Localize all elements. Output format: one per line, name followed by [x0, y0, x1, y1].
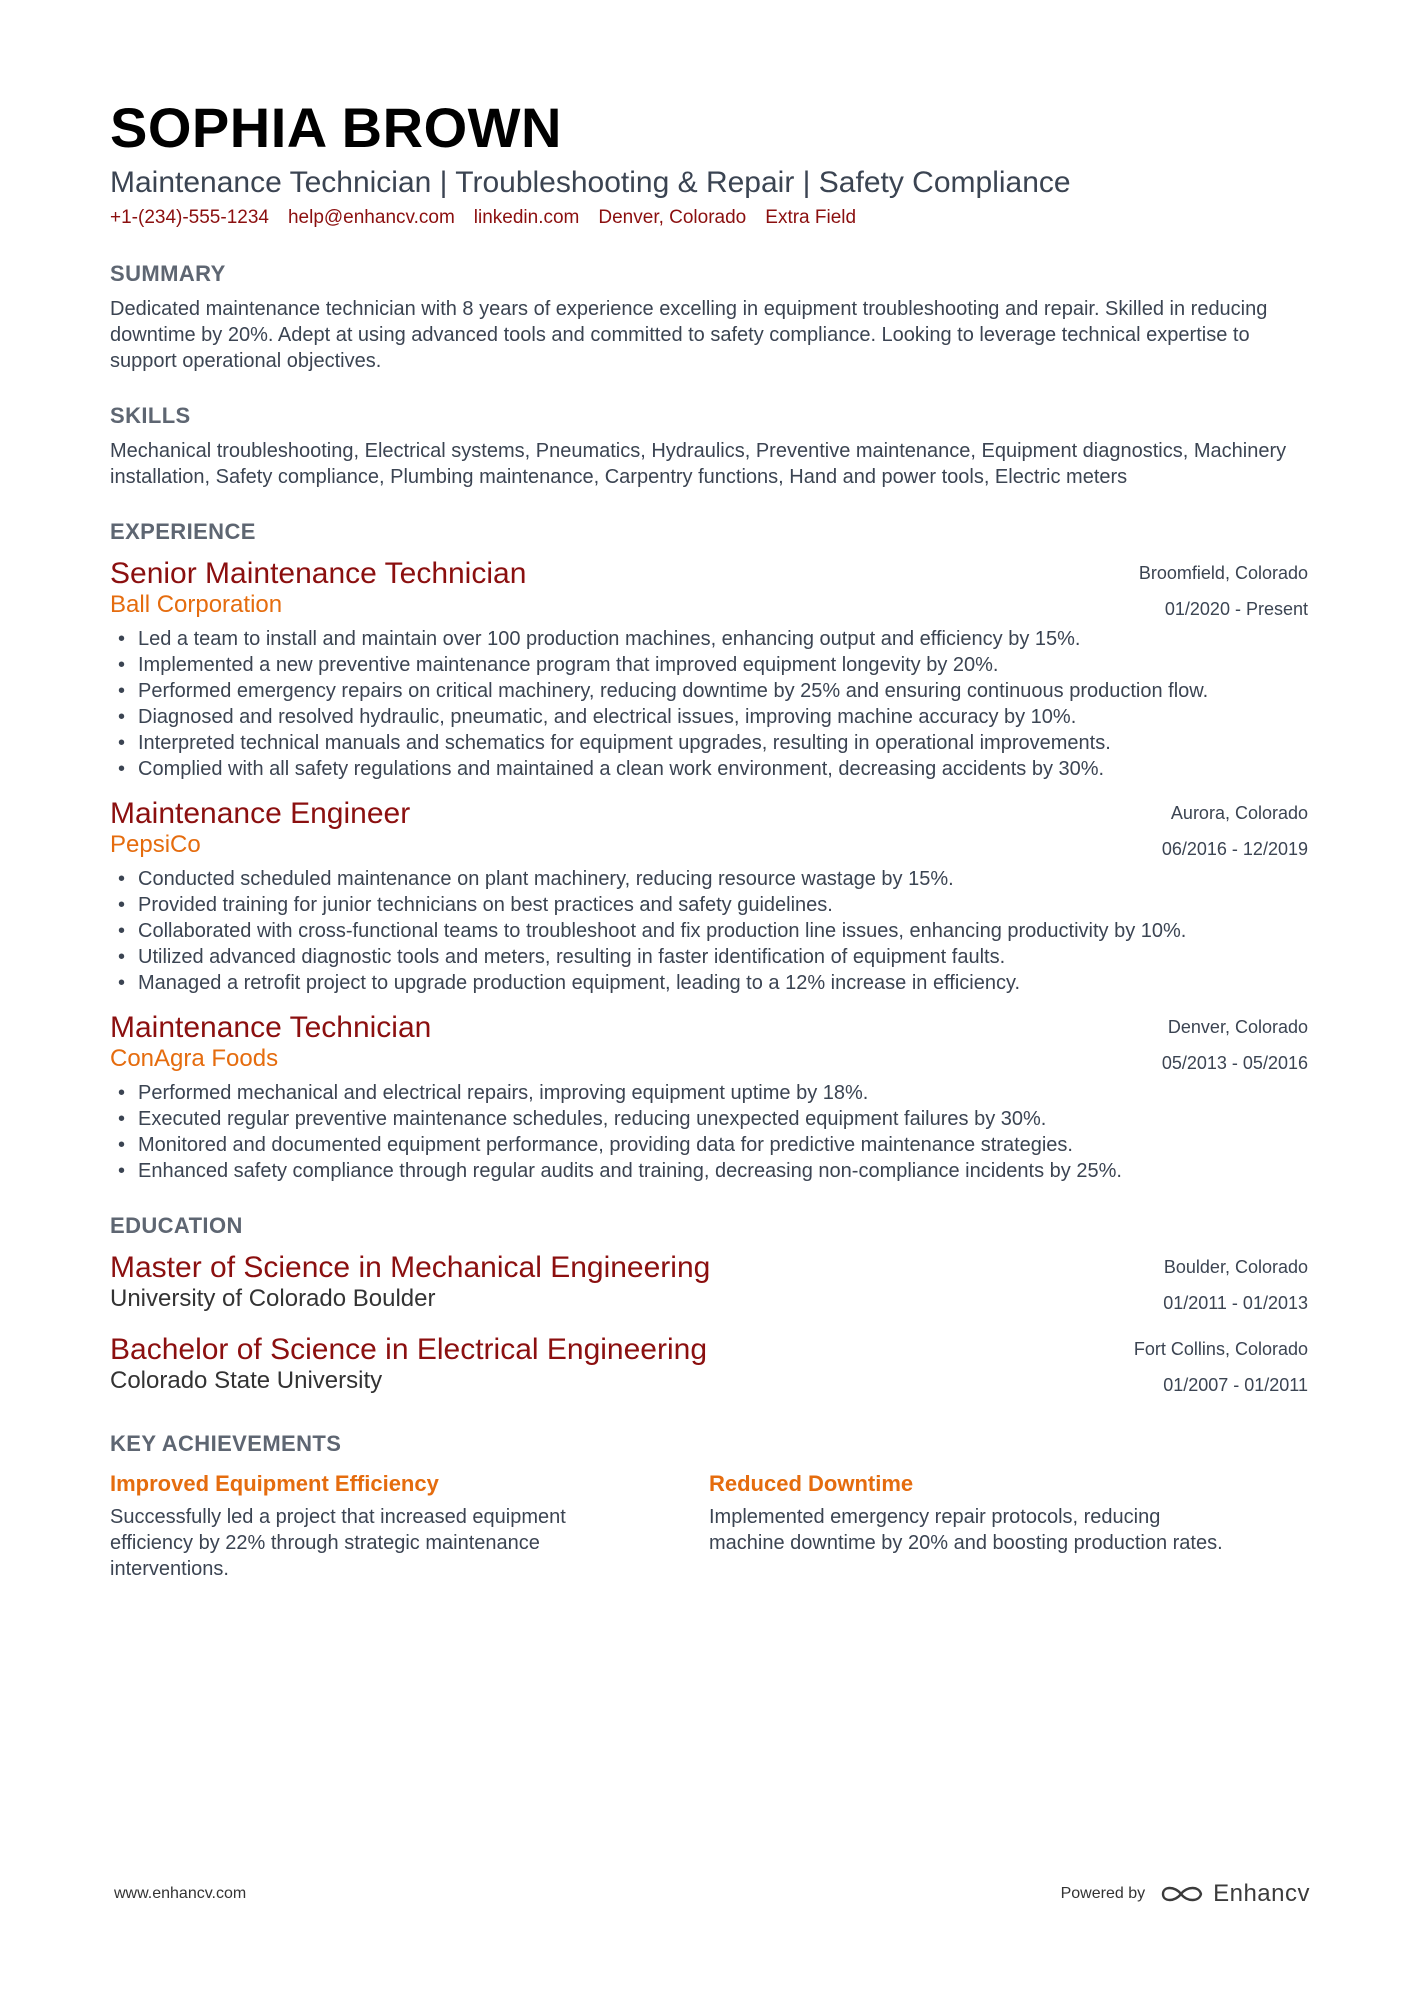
job-bullets	[110, 1080, 1308, 1184]
job-bullet: • Conducted scheduled maintenance on plant machinery, reducing resource wastage by 15%.	[110, 866, 1308, 892]
resume-header	[110, 96, 1308, 230]
skills-text: Mechanical troubleshooting, Electrical systems, Pneumatics, Hydraulics, Preventive maintenance, Equipment diagnostics, Machinery installation, Safety compliance, Plumbing maintenance, Carpentry functions, Hand and power tools, Electric meters	[110, 440, 1287, 488]
education-entry	[110, 1332, 1308, 1396]
brand-block	[1061, 1880, 1310, 1908]
skills-section	[110, 402, 1308, 490]
achievements-section	[110, 1430, 1308, 1582]
job-company: PepsiCo	[110, 831, 201, 858]
education-school: Colorado State University	[110, 1367, 383, 1394]
job-dates: 06/2016 - 12/2019	[1161, 839, 1308, 859]
achievement-desc: Implemented emergency repair protocols, reducing machine downtime by 20% and boosting production rates.	[709, 1506, 1223, 1554]
job-bullet: • Interpreted technical manuals and schematics for equipment upgrades, resulting in operational improvements.	[110, 730, 1308, 756]
job-title: Maintenance Engineer	[110, 797, 411, 830]
candidate-headline: Maintenance Technician | Troubleshooting & Repair | Safety Compliance	[110, 166, 1071, 199]
summary-text: Dedicated maintenance technician with 8 years of experience excelling in equipment troubleshooting and repair. Skilled in reducing downtime by 20%. Adept at using advanced tools and committed to safety compliance. Looking to leverage technical expertise to support operational objectives.	[110, 298, 1268, 372]
education-meta	[1163, 1250, 1308, 1314]
education-meta	[1134, 1332, 1308, 1396]
section-title-experience: EXPERIENCE	[110, 519, 256, 544]
job-title: Senior Maintenance Technician	[110, 557, 527, 590]
achievement-item	[110, 1470, 709, 1582]
contact-phone[interactable]: +1-(234)-555-1234	[110, 207, 269, 228]
section-title-achievements: KEY ACHIEVEMENTS	[110, 1431, 342, 1456]
job-entry	[110, 1010, 1308, 1184]
page-footer	[114, 1880, 1310, 1908]
job-meta	[1139, 556, 1308, 620]
job-location: Aurora, Colorado	[1170, 803, 1308, 823]
job-entry	[110, 556, 1308, 782]
job-bullet: • Performed mechanical and electrical repairs, improving equipment uptime by 18%.	[110, 1080, 1308, 1106]
enhancv-logo-text: Enhancv	[1213, 1880, 1310, 1907]
job-bullet: • Led a team to install and maintain over 100 production machines, enhancing output and efficiency by 15%.	[110, 626, 1308, 652]
contact-email[interactable]: help@enhancv.com	[287, 207, 455, 228]
contact-location: Denver, Colorado	[598, 207, 747, 228]
contact-extra-field: Extra Field	[765, 207, 857, 228]
job-company: Ball Corporation	[110, 591, 283, 618]
job-bullet: • Managed a retrofit project to upgrade production equipment, leading to a 12% increase in efficiency.	[110, 970, 1308, 996]
job-title: Maintenance Technician	[110, 1011, 432, 1044]
job-dates: 05/2013 - 05/2016	[1161, 1053, 1308, 1073]
job-bullets	[110, 626, 1308, 782]
summary-section	[110, 260, 1308, 374]
job-bullet: • Executed regular preventive maintenance schedules, reducing unexpected equipment failures by 30%.	[110, 1106, 1308, 1132]
education-location: Fort Collins, Colorado	[1133, 1339, 1308, 1359]
job-bullet: • Monitored and documented equipment performance, providing data for predictive maintenance strategies.	[110, 1132, 1308, 1158]
section-title-education: EDUCATION	[110, 1213, 243, 1238]
education-degree: Bachelor of Science in Electrical Engineering	[110, 1333, 707, 1366]
job-meta	[1162, 796, 1308, 860]
job-meta	[1162, 1010, 1308, 1074]
job-bullet: • Implemented a new preventive maintenance program that improved equipment longevity by 20%.	[110, 652, 1308, 678]
job-company: ConAgra Foods	[110, 1045, 279, 1072]
job-location: Denver, Colorado	[1167, 1017, 1308, 1037]
enhancv-logo[interactable]	[1159, 1880, 1310, 1908]
achievement-title: Reduced Downtime	[709, 1471, 914, 1496]
achievement-item	[709, 1470, 1308, 1582]
job-location: Broomfield, Colorado	[1138, 563, 1308, 583]
education-section	[110, 1212, 1308, 1396]
enhancv-logo-icon	[1159, 1882, 1205, 1906]
achievement-desc: Successfully led a project that increased equipment efficiency by 22% through strategic maintenance interventions.	[110, 1506, 566, 1580]
education-dates: 01/2011 - 01/2013	[1163, 1293, 1308, 1313]
job-dates: 01/2020 - Present	[1164, 599, 1308, 619]
section-title-summary: SUMMARY	[110, 261, 226, 286]
job-bullets	[110, 866, 1308, 996]
job-bullet: • Complied with all safety regulations and maintained a clean work environment, decreasing accidents by 30%.	[110, 756, 1308, 782]
contact-list	[110, 206, 1308, 230]
education-degree: Master of Science in Mechanical Engineering	[110, 1251, 711, 1284]
job-bullet: • Utilized advanced diagnostic tools and meters, resulting in faster identification of equipment faults.	[110, 944, 1308, 970]
candidate-name: SOPHIA BROWN	[110, 96, 562, 159]
footer-url[interactable]: www.enhancv.com	[114, 1885, 247, 1902]
experience-section	[110, 518, 1308, 1184]
education-school: University of Colorado Boulder	[110, 1285, 436, 1312]
education-location: Boulder, Colorado	[1163, 1257, 1308, 1277]
powered-by-label: Powered by	[1060, 1885, 1146, 1902]
job-bullet: • Provided training for junior technicians on best practices and safety guidelines.	[110, 892, 1308, 918]
resume-page	[110, 96, 1308, 1582]
section-title-skills: SKILLS	[110, 403, 191, 428]
job-bullet: • Diagnosed and resolved hydraulic, pneumatic, and electrical issues, improving machine accuracy by 10%.	[110, 704, 1308, 730]
job-bullet: • Performed emergency repairs on critical machinery, reducing downtime by 25% and ensuring continuous production flow.	[110, 678, 1308, 704]
job-bullet: • Enhanced safety compliance through regular audits and training, decreasing non-compliance incidents by 25%.	[110, 1158, 1308, 1184]
job-bullet: • Collaborated with cross-functional teams to troubleshoot and fix production line issues, enhancing productivity by 10%.	[110, 918, 1308, 944]
education-dates: 01/2007 - 01/2011	[1163, 1375, 1308, 1395]
job-entry	[110, 796, 1308, 996]
education-entry	[110, 1250, 1308, 1314]
achievement-title: Improved Equipment Efficiency	[110, 1471, 439, 1496]
contact-linkedin[interactable]: linkedin.com	[473, 207, 580, 228]
